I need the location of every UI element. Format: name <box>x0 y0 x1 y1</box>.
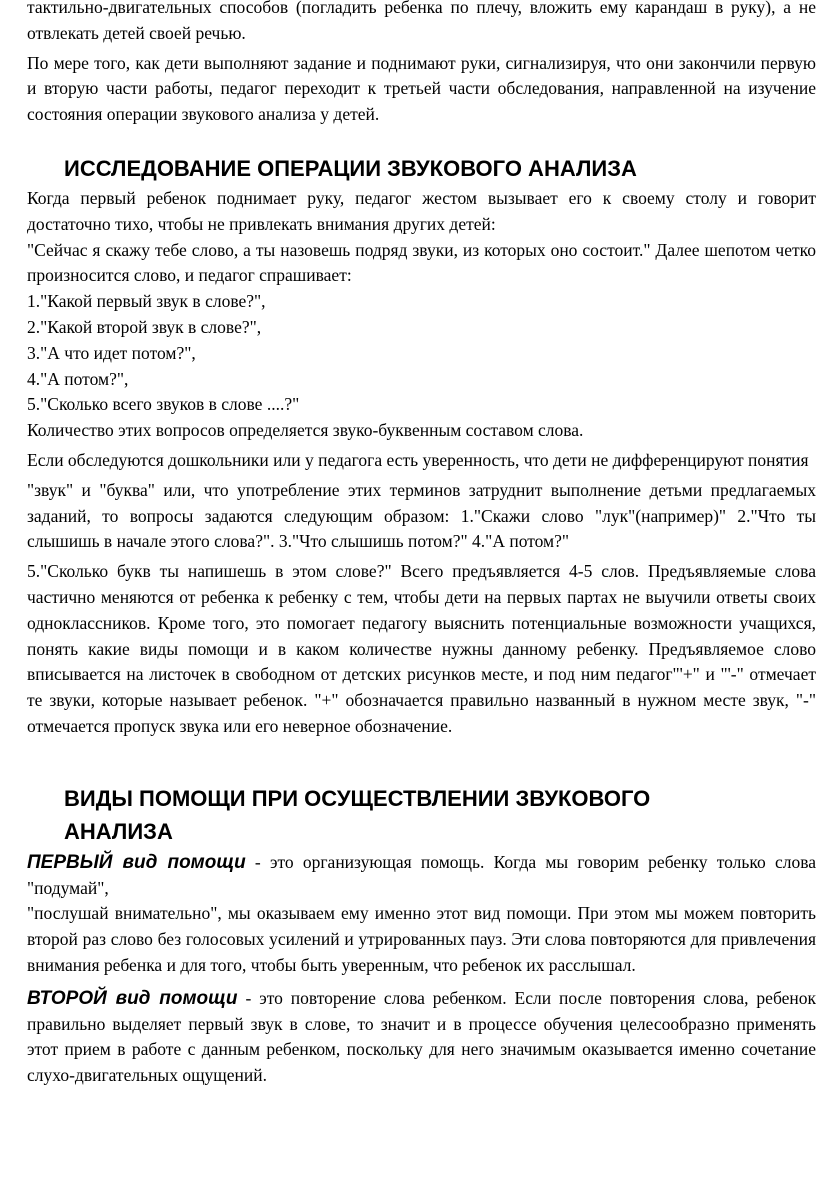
heading-line-1: ВИДЫ ПОМОЩИ ПРИ ОСУЩЕСТВЛЕНИИ ЗВУКОВОГО <box>64 785 651 811</box>
help-type-second <box>27 986 816 1089</box>
help-type-first-text: - это организующая помощь. Когда мы говорим ребенку только слова "подумай", <box>27 851 816 898</box>
help-type-first-lead: ПЕРВЫЙ вид помощи <box>27 851 246 873</box>
section1-paragraph-3: Количество этих вопросов определяется звуко-буквенным составом слова. <box>27 420 584 441</box>
question-item-1: 1."Какой первый звук в слове?", <box>27 291 266 312</box>
document-page <box>27 0 816 1089</box>
question-item-3: 3."А что идет потом?", <box>27 342 196 363</box>
help-type-first-continuation: "послушай внимательно", мы оказываем ему именно этот вид помощи. При этом мы можем повторить второй раз слово без голосовых усилений и утрированных пауз. Эти слова повторяются для привлечения внимания ребенка и для того, чтобы быть уверенным, что ребенок их расслышал. <box>27 903 816 975</box>
question-item-5: 5."Сколько всего звуков в слове ....?" <box>27 394 300 415</box>
help-type-second-lead: ВТОРОЙ вид помощи <box>27 987 238 1009</box>
section1-paragraph-2: "Сейчас я скажу тебе слово, а ты назовешь подряд звуки, из которых оно состоит." Далее шепотом четко произносится слово, и педагог спрашивает: <box>27 239 816 286</box>
section-heading-sound-analysis: ИССЛЕДОВАНИЕ ОПЕРАЦИИ ЗВУКОВОГО АНАЛИЗА <box>64 155 637 181</box>
question-item-4: 4."А потом?", <box>27 368 129 389</box>
intro-paragraph-1: тактильно-двигательных способов (погладить ребенка по плечу, вложить ему карандаш в руку), а не отвлекать детей своей речью. <box>27 0 816 43</box>
heading-line-2: АНАЛИЗА <box>64 818 173 844</box>
help-type-second-text: - это повторение слова ребенком. Если после повторения слова, ребенок правильно выделяет первый звук в слове, то значит и в процессе обучения целесообразно применять этот прием в работе с данным ребенком, поскольку для него значимым оказывается именно сочетание слухо-двигательных ощущений. <box>27 987 816 1086</box>
section1-paragraph-1: Когда первый ребенок поднимает руку, педагог жестом вызывает его к своему столу и говорит достаточно тихо, чтобы не привлекать внимания других детей: <box>27 187 816 234</box>
intro-paragraph-2: По мере того, как дети выполняют задание и поднимают руки, сигнализируя, что они закончили первую и вторую части работы, педагог переходит к третьей части обследования, направленной на изучение состояния операции звукового анализа у детей. <box>27 52 816 125</box>
section1-paragraph-6: 5."Сколько букв ты напишешь в этом слове?" Всего предъявляется 4-5 слов. Предъявляемые слова частично меняются от ребенка к ребенку с тем, чтобы дети на первых партах не выучили ответы своих одноклассников. Кроме того, это помогает педагогу выяснить потенциальные возможности учащихся, понять какие виды помощи и в каком количестве нужны данному ребенку. Предъявляемое слово вписывается на листочек в свободном от детских рисунков месте, и под ним педагог"'+" и "'-" отмечает те звуки, которые называет ребенок. "+" обозначается правильно названный в нужном месте звук, "-" отмечается пропуск звука или его неверное обозначение. <box>27 561 816 736</box>
section1-paragraph-5: "звук" и "буква" или, что употребление этих терминов затруднит выполнение детьми предлагаемых заданий, то вопросы задаются следующим образом: 1."Скажи слово "лук"(например)" 2."Что ты слышишь в начале этого слова?". 3."Что слышишь потом?" 4."А потом?" <box>27 479 816 552</box>
section-heading-help-types <box>27 782 816 848</box>
question-item-2: 2."Какой второй звук в слове?", <box>27 316 262 337</box>
help-type-first <box>27 850 816 902</box>
section1-paragraph-4: Если обследуются дошкольники или у педагога есть уверенность, что дети не дифференцируют понятия <box>27 449 809 470</box>
